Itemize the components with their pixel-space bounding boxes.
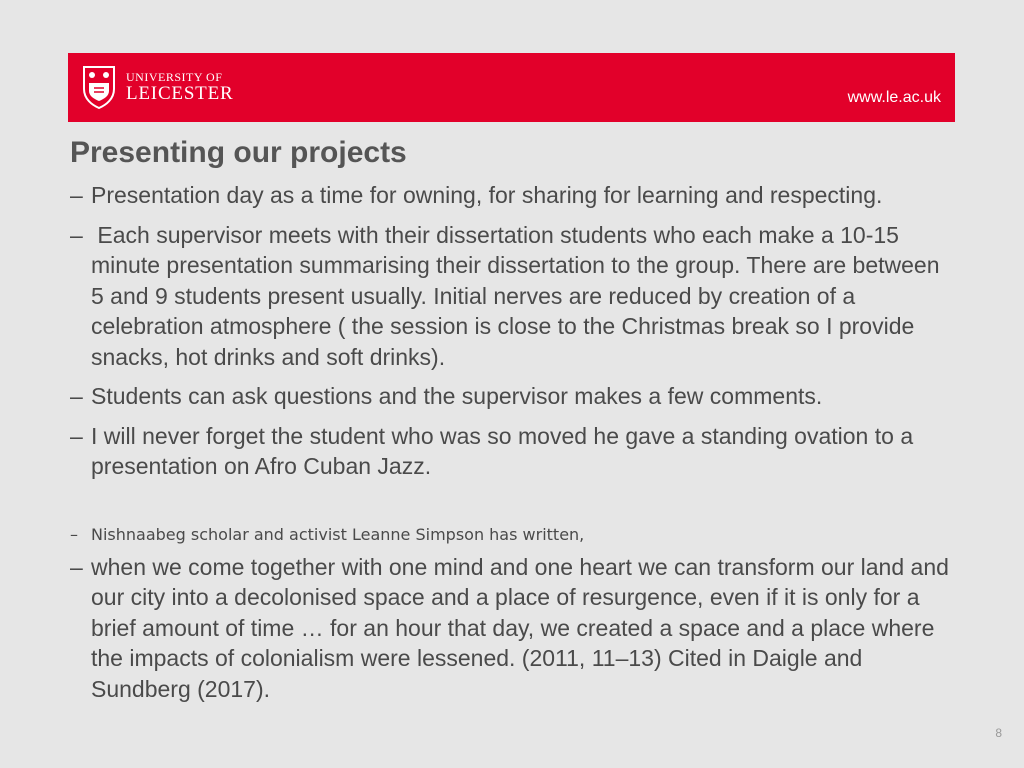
- bullet-text: I will never forget the student who was so moved he gave a standing ovation to a presentation on Afro Cuban Jazz.: [91, 422, 914, 479]
- logo-line-1: UNIVERSITY OF: [126, 70, 223, 84]
- university-crest-icon: [82, 65, 116, 109]
- slide-title: Presenting our projects: [70, 136, 407, 169]
- bullet-list: [70, 180, 950, 713]
- bullet-text: when we come together with one mind and one heart we can transform our land and our city into a decolonised space and a place of resurgence, even if it is only for a brief amount of time … for an hour that day, we created a space and a place where the impacts of colonialism were lessened. (2011, 11–13) Cited in Daigle and Sundberg (2017).: [91, 553, 949, 702]
- bullet-item: [70, 552, 950, 705]
- bullet-text: Nishnaabeg scholar and activist Leanne Simpson has written,: [91, 524, 585, 544]
- bullet-text: Each supervisor meets with their dissertation students who each make a 10-15 minute presentation summarising their dissertation to the group. There are between 5 and 9 students present usually. Initial nerves are reduced by creation of a celebration atmosphere ( the session is close to the Christmas break so I provide snacks, hot drinks and soft drinks).: [91, 221, 946, 370]
- header-banner: [68, 53, 955, 122]
- dash-marker: –: [70, 553, 83, 580]
- bullet-text: Students can ask questions and the supervisor makes a few comments.: [91, 383, 823, 409]
- bullet-item: [70, 381, 950, 412]
- dash-marker: –: [70, 524, 78, 544]
- dash-marker: –: [70, 221, 83, 248]
- bullet-text: Presentation day as a time for owning, for sharing for learning and respecting.: [91, 182, 883, 208]
- bullet-item: [70, 524, 950, 546]
- dash-marker: –: [70, 422, 83, 449]
- bullet-item: [70, 421, 950, 482]
- dash-marker: –: [70, 182, 83, 208]
- university-logo: [126, 71, 233, 104]
- dash-marker: –: [70, 383, 83, 409]
- page-number: 8: [995, 726, 1002, 740]
- logo-line-2: LEICESTER: [126, 83, 234, 104]
- bullet-item: [70, 180, 950, 211]
- bullet-item: [70, 220, 950, 373]
- website-url: www.le.ac.uk: [847, 89, 941, 106]
